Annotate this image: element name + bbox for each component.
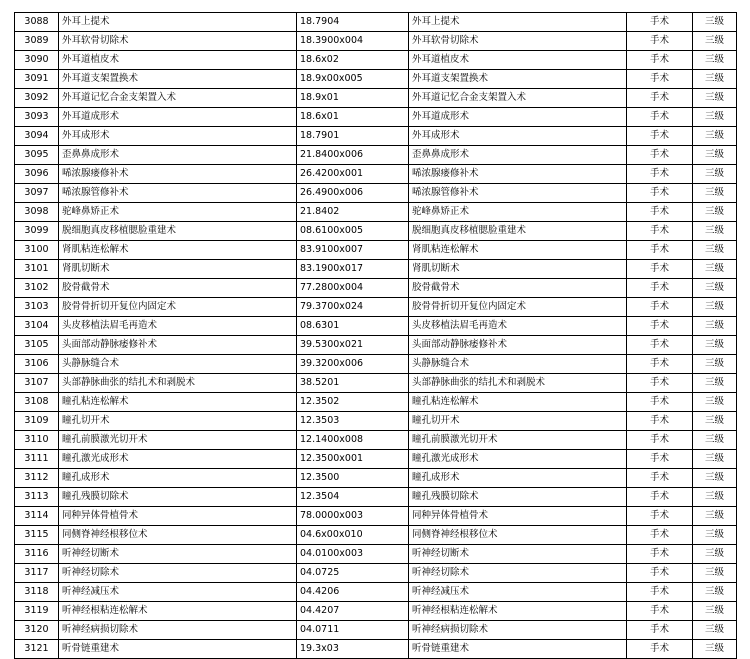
cell-surgery-name: 外耳道支架置换术 xyxy=(59,70,297,89)
cell-level: 三级 xyxy=(693,393,737,412)
cell-sequence: 3116 xyxy=(15,545,59,564)
table-row xyxy=(15,507,737,526)
cell-surgery-code: 12.3500x001 xyxy=(297,450,409,469)
cell-category: 手术 xyxy=(627,165,693,184)
cell-category: 手术 xyxy=(627,108,693,127)
cell-sequence: 3097 xyxy=(15,184,59,203)
cell-standard-name: 瞳孔前膜激光切开术 xyxy=(409,431,627,450)
cell-sequence: 3113 xyxy=(15,488,59,507)
cell-surgery-name: 听神经病损切除术 xyxy=(59,621,297,640)
cell-category: 手术 xyxy=(627,222,693,241)
cell-category: 手术 xyxy=(627,583,693,602)
cell-category: 手术 xyxy=(627,602,693,621)
cell-surgery-name: 脱细胞真皮移植腮脸重建术 xyxy=(59,222,297,241)
cell-sequence: 3099 xyxy=(15,222,59,241)
cell-surgery-code: 04.6x00x010 xyxy=(297,526,409,545)
cell-surgery-name: 唏浓腺管修补术 xyxy=(59,184,297,203)
cell-category: 手术 xyxy=(627,336,693,355)
cell-level: 三级 xyxy=(693,260,737,279)
table-row xyxy=(15,602,737,621)
table-row xyxy=(15,374,737,393)
cell-standard-name: 外耳软骨切除术 xyxy=(409,32,627,51)
cell-sequence: 3098 xyxy=(15,203,59,222)
cell-sequence: 3112 xyxy=(15,469,59,488)
cell-surgery-code: 12.3503 xyxy=(297,412,409,431)
cell-sequence: 3089 xyxy=(15,32,59,51)
cell-standard-name: 外耳道植皮术 xyxy=(409,51,627,70)
cell-surgery-name: 头皮移植法眉毛再造术 xyxy=(59,317,297,336)
cell-level: 三级 xyxy=(693,488,737,507)
cell-surgery-code: 21.8402 xyxy=(297,203,409,222)
table-row xyxy=(15,279,737,298)
cell-surgery-code: 83.1900x017 xyxy=(297,260,409,279)
cell-standard-name: 听神经切断术 xyxy=(409,545,627,564)
cell-sequence: 3117 xyxy=(15,564,59,583)
cell-surgery-name: 瞳孔激光成形术 xyxy=(59,450,297,469)
cell-category: 手术 xyxy=(627,640,693,659)
cell-surgery-code: 18.9x00x005 xyxy=(297,70,409,89)
cell-surgery-name: 听神经减压术 xyxy=(59,583,297,602)
table-row xyxy=(15,108,737,127)
cell-surgery-code: 79.3700x024 xyxy=(297,298,409,317)
cell-sequence: 3107 xyxy=(15,374,59,393)
cell-surgery-name: 瞳孔前膜激光切开术 xyxy=(59,431,297,450)
cell-standard-name: 听神经根粘连松解术 xyxy=(409,602,627,621)
cell-surgery-code: 77.2800x004 xyxy=(297,279,409,298)
cell-standard-name: 肾肌切断术 xyxy=(409,260,627,279)
cell-level: 三级 xyxy=(693,51,737,70)
cell-standard-name: 瞳孔切开术 xyxy=(409,412,627,431)
cell-category: 手术 xyxy=(627,469,693,488)
cell-category: 手术 xyxy=(627,241,693,260)
cell-sequence: 3109 xyxy=(15,412,59,431)
cell-level: 三级 xyxy=(693,241,737,260)
cell-category: 手术 xyxy=(627,317,693,336)
cell-surgery-code: 04.0725 xyxy=(297,564,409,583)
cell-surgery-name: 瞳孔粘连松解术 xyxy=(59,393,297,412)
cell-surgery-code: 78.0000x003 xyxy=(297,507,409,526)
cell-standard-name: 听神经减压术 xyxy=(409,583,627,602)
cell-level: 三级 xyxy=(693,507,737,526)
cell-category: 手术 xyxy=(627,203,693,222)
cell-level: 三级 xyxy=(693,412,737,431)
cell-level: 三级 xyxy=(693,317,737,336)
cell-surgery-name: 外耳成形术 xyxy=(59,127,297,146)
cell-surgery-name: 肾肌切断术 xyxy=(59,260,297,279)
cell-level: 三级 xyxy=(693,545,737,564)
cell-category: 手术 xyxy=(627,488,693,507)
cell-level: 三级 xyxy=(693,602,737,621)
cell-level: 三级 xyxy=(693,108,737,127)
cell-surgery-name: 外耳道植皮术 xyxy=(59,51,297,70)
cell-level: 三级 xyxy=(693,564,737,583)
cell-surgery-code: 26.4200x001 xyxy=(297,165,409,184)
cell-surgery-code: 18.3900x004 xyxy=(297,32,409,51)
cell-standard-name: 听骨链重建术 xyxy=(409,640,627,659)
cell-category: 手术 xyxy=(627,393,693,412)
cell-standard-name: 同种异体骨植骨术 xyxy=(409,507,627,526)
cell-standard-name: 瞳孔粘连松解术 xyxy=(409,393,627,412)
cell-sequence: 3118 xyxy=(15,583,59,602)
cell-level: 三级 xyxy=(693,222,737,241)
cell-category: 手术 xyxy=(627,545,693,564)
cell-level: 三级 xyxy=(693,526,737,545)
cell-sequence: 3114 xyxy=(15,507,59,526)
cell-category: 手术 xyxy=(627,13,693,32)
cell-level: 三级 xyxy=(693,279,737,298)
table-row xyxy=(15,260,737,279)
cell-standard-name: 外耳上提术 xyxy=(409,13,627,32)
cell-surgery-code: 12.3504 xyxy=(297,488,409,507)
cell-sequence: 3091 xyxy=(15,70,59,89)
cell-standard-name: 听神经切除术 xyxy=(409,564,627,583)
cell-surgery-name: 听神经根粘连松解术 xyxy=(59,602,297,621)
cell-standard-name: 胶骨截骨术 xyxy=(409,279,627,298)
table-row xyxy=(15,355,737,374)
cell-level: 三级 xyxy=(693,32,737,51)
cell-sequence: 3096 xyxy=(15,165,59,184)
cell-level: 三级 xyxy=(693,298,737,317)
cell-category: 手术 xyxy=(627,127,693,146)
cell-standard-name: 外耳成形术 xyxy=(409,127,627,146)
cell-surgery-name: 驼峰鼻矫正术 xyxy=(59,203,297,222)
cell-surgery-code: 12.1400x008 xyxy=(297,431,409,450)
cell-surgery-name: 头面部动静脉痿修补术 xyxy=(59,336,297,355)
cell-standard-name: 头静脉缝合术 xyxy=(409,355,627,374)
table-row xyxy=(15,431,737,450)
cell-surgery-code: 04.0100x003 xyxy=(297,545,409,564)
table-row xyxy=(15,488,737,507)
cell-level: 三级 xyxy=(693,70,737,89)
cell-category: 手术 xyxy=(627,298,693,317)
cell-standard-name: 胶骨骨折切开复位内固定术 xyxy=(409,298,627,317)
cell-level: 三级 xyxy=(693,127,737,146)
cell-level: 三级 xyxy=(693,450,737,469)
cell-level: 三级 xyxy=(693,469,737,488)
cell-standard-name: 外耳道成形术 xyxy=(409,108,627,127)
table-row xyxy=(15,450,737,469)
table-row xyxy=(15,317,737,336)
cell-surgery-name: 外耳软骨切除术 xyxy=(59,32,297,51)
table-row xyxy=(15,241,737,260)
table-row xyxy=(15,621,737,640)
cell-sequence: 3121 xyxy=(15,640,59,659)
cell-surgery-code: 21.8400x006 xyxy=(297,146,409,165)
cell-surgery-code: 04.4206 xyxy=(297,583,409,602)
cell-surgery-code: 18.9x01 xyxy=(297,89,409,108)
cell-sequence: 3119 xyxy=(15,602,59,621)
cell-standard-name: 头面部动静脉痿修补术 xyxy=(409,336,627,355)
cell-category: 手术 xyxy=(627,355,693,374)
cell-category: 手术 xyxy=(627,621,693,640)
cell-sequence: 3101 xyxy=(15,260,59,279)
cell-standard-name: 外耳道记忆合金支架置入术 xyxy=(409,89,627,108)
cell-surgery-code: 08.6301 xyxy=(297,317,409,336)
cell-standard-name: 唏浓腺瘘修补术 xyxy=(409,165,627,184)
table-row xyxy=(15,564,737,583)
cell-standard-name: 肾肌粘连松解术 xyxy=(409,241,627,260)
cell-category: 手术 xyxy=(627,431,693,450)
cell-surgery-name: 同侧脊神经根移位术 xyxy=(59,526,297,545)
cell-level: 三级 xyxy=(693,184,737,203)
table-row xyxy=(15,165,737,184)
cell-category: 手术 xyxy=(627,184,693,203)
table-row xyxy=(15,222,737,241)
table-body xyxy=(15,13,737,659)
table-row xyxy=(15,412,737,431)
cell-category: 手术 xyxy=(627,51,693,70)
cell-surgery-code: 83.9100x007 xyxy=(297,241,409,260)
cell-sequence: 3104 xyxy=(15,317,59,336)
cell-surgery-code: 39.5300x021 xyxy=(297,336,409,355)
cell-surgery-name: 瞳孔成形术 xyxy=(59,469,297,488)
cell-sequence: 3102 xyxy=(15,279,59,298)
cell-surgery-code: 18.7901 xyxy=(297,127,409,146)
cell-surgery-code: 12.3500 xyxy=(297,469,409,488)
table-row xyxy=(15,640,737,659)
cell-surgery-name: 歪鼻鼻成形术 xyxy=(59,146,297,165)
cell-category: 手术 xyxy=(627,450,693,469)
cell-level: 三级 xyxy=(693,621,737,640)
cell-surgery-code: 04.0711 xyxy=(297,621,409,640)
cell-surgery-code: 38.5201 xyxy=(297,374,409,393)
cell-sequence: 3088 xyxy=(15,13,59,32)
cell-level: 三级 xyxy=(693,431,737,450)
cell-surgery-name: 肾肌粘连松解术 xyxy=(59,241,297,260)
surgery-code-table xyxy=(14,12,737,659)
table-row xyxy=(15,70,737,89)
cell-level: 三级 xyxy=(693,336,737,355)
cell-sequence: 3115 xyxy=(15,526,59,545)
cell-surgery-code: 39.3200x006 xyxy=(297,355,409,374)
cell-category: 手术 xyxy=(627,32,693,51)
cell-sequence: 3094 xyxy=(15,127,59,146)
cell-surgery-name: 头部静脉曲张的结扎术和剥脱术 xyxy=(59,374,297,393)
cell-standard-name: 外耳道支架置换术 xyxy=(409,70,627,89)
cell-surgery-code: 04.4207 xyxy=(297,602,409,621)
cell-surgery-name: 胶骨骨折切开复位内固定术 xyxy=(59,298,297,317)
cell-sequence: 3108 xyxy=(15,393,59,412)
cell-sequence: 3100 xyxy=(15,241,59,260)
cell-surgery-name: 外耳道成形术 xyxy=(59,108,297,127)
table-row xyxy=(15,146,737,165)
cell-sequence: 3090 xyxy=(15,51,59,70)
cell-category: 手术 xyxy=(627,507,693,526)
table-row xyxy=(15,583,737,602)
cell-surgery-name: 同种异体骨植骨术 xyxy=(59,507,297,526)
cell-standard-name: 脱细胞真皮移植腮脸重建术 xyxy=(409,222,627,241)
cell-standard-name: 驼峰鼻矫正术 xyxy=(409,203,627,222)
table-row xyxy=(15,336,737,355)
cell-category: 手术 xyxy=(627,70,693,89)
cell-surgery-name: 胶骨截骨术 xyxy=(59,279,297,298)
cell-level: 三级 xyxy=(693,374,737,393)
cell-surgery-name: 瞳孔残膜切除术 xyxy=(59,488,297,507)
cell-category: 手术 xyxy=(627,374,693,393)
table-row xyxy=(15,203,737,222)
table-row xyxy=(15,51,737,70)
cell-sequence: 3095 xyxy=(15,146,59,165)
table-row xyxy=(15,469,737,488)
cell-sequence: 3111 xyxy=(15,450,59,469)
cell-surgery-code: 08.6100x005 xyxy=(297,222,409,241)
cell-category: 手术 xyxy=(627,412,693,431)
table-row xyxy=(15,89,737,108)
cell-surgery-code: 18.6x02 xyxy=(297,51,409,70)
cell-level: 三级 xyxy=(693,89,737,108)
cell-level: 三级 xyxy=(693,640,737,659)
cell-category: 手术 xyxy=(627,564,693,583)
cell-level: 三级 xyxy=(693,355,737,374)
cell-level: 三级 xyxy=(693,203,737,222)
cell-surgery-name: 头静脉缝合术 xyxy=(59,355,297,374)
table-row xyxy=(15,298,737,317)
table-row xyxy=(15,545,737,564)
table-row xyxy=(15,32,737,51)
cell-category: 手术 xyxy=(627,279,693,298)
cell-level: 三级 xyxy=(693,583,737,602)
cell-category: 手术 xyxy=(627,89,693,108)
cell-level: 三级 xyxy=(693,13,737,32)
cell-surgery-code: 12.3502 xyxy=(297,393,409,412)
cell-standard-name: 头皮移植法眉毛再造术 xyxy=(409,317,627,336)
cell-sequence: 3092 xyxy=(15,89,59,108)
cell-sequence: 3093 xyxy=(15,108,59,127)
cell-category: 手术 xyxy=(627,146,693,165)
cell-surgery-name: 外耳道记忆合金支架置入术 xyxy=(59,89,297,108)
cell-surgery-code: 18.6x01 xyxy=(297,108,409,127)
cell-standard-name: 同侧脊神经根移位术 xyxy=(409,526,627,545)
table-row xyxy=(15,127,737,146)
cell-surgery-name: 瞳孔切开术 xyxy=(59,412,297,431)
cell-surgery-code: 18.7904 xyxy=(297,13,409,32)
cell-standard-name: 歪鼻鼻成形术 xyxy=(409,146,627,165)
cell-sequence: 3120 xyxy=(15,621,59,640)
cell-surgery-name: 唏浓腺瘘修补术 xyxy=(59,165,297,184)
cell-surgery-name: 外耳上提术 xyxy=(59,13,297,32)
cell-standard-name: 瞳孔成形术 xyxy=(409,469,627,488)
cell-standard-name: 瞳孔激光成形术 xyxy=(409,450,627,469)
cell-standard-name: 头部静脉曲张的结扎术和剥脱术 xyxy=(409,374,627,393)
cell-surgery-name: 听骨链重建术 xyxy=(59,640,297,659)
cell-level: 三级 xyxy=(693,146,737,165)
table-row xyxy=(15,393,737,412)
cell-surgery-name: 听神经切断术 xyxy=(59,545,297,564)
cell-sequence: 3105 xyxy=(15,336,59,355)
cell-standard-name: 瞳孔残膜切除术 xyxy=(409,488,627,507)
table-row xyxy=(15,184,737,203)
cell-sequence: 3103 xyxy=(15,298,59,317)
cell-level: 三级 xyxy=(693,165,737,184)
cell-standard-name: 唏浓腺管修补术 xyxy=(409,184,627,203)
cell-surgery-code: 26.4900x006 xyxy=(297,184,409,203)
cell-sequence: 3106 xyxy=(15,355,59,374)
cell-category: 手术 xyxy=(627,260,693,279)
cell-surgery-code: 19.3x03 xyxy=(297,640,409,659)
cell-sequence: 3110 xyxy=(15,431,59,450)
cell-standard-name: 听神经病损切除术 xyxy=(409,621,627,640)
table-row xyxy=(15,13,737,32)
cell-surgery-name: 听神经切除术 xyxy=(59,564,297,583)
table-row xyxy=(15,526,737,545)
cell-category: 手术 xyxy=(627,526,693,545)
